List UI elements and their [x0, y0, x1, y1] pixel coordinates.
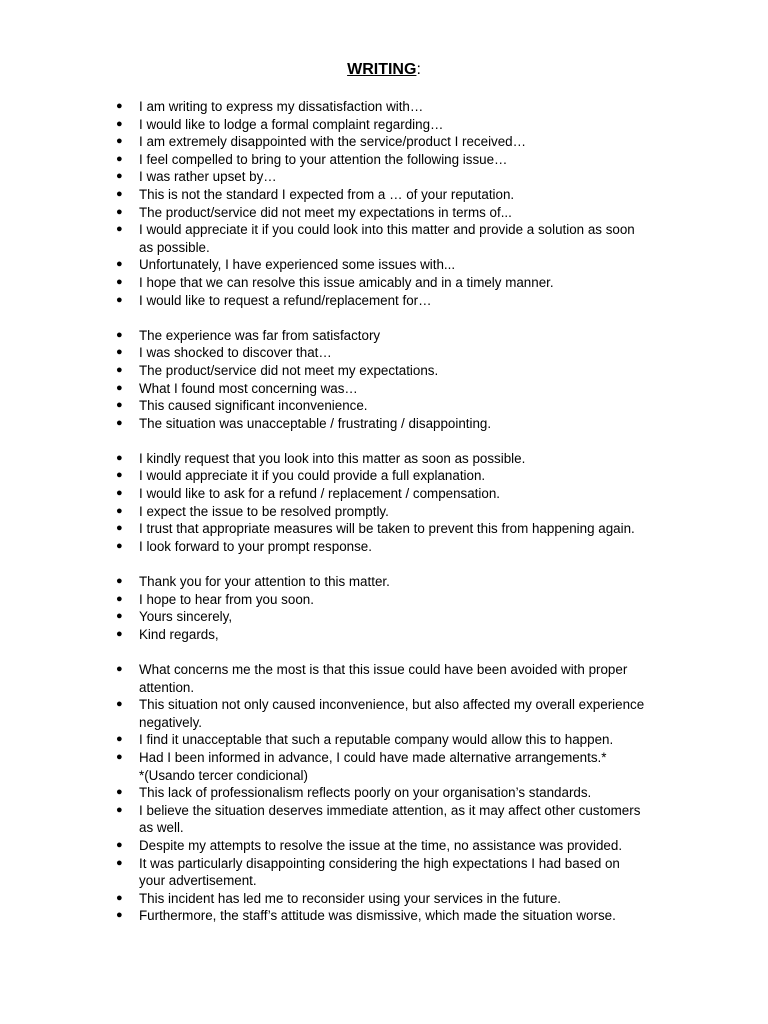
bullet-icon: ●	[116, 539, 123, 552]
list-item-text: Kind regards,	[139, 626, 219, 642]
list-item	[114, 362, 684, 380]
list-item-text: This incident has led me to reconsider using your services in the future.	[139, 890, 562, 906]
list-item-text: What concerns me the most is that this issue could have been avoided with proper attention.	[139, 662, 628, 695]
bullet-icon: ●	[116, 399, 123, 412]
bullet-icon: ●	[116, 416, 123, 429]
list-item	[114, 380, 684, 398]
list-item-text: Thank you for your attention to this matter.	[139, 574, 390, 590]
list-item-text: I find it unacceptable that such a reputable company would allow this to happen.	[139, 732, 614, 748]
bullet-icon: ●	[116, 223, 123, 236]
page-title	[0, 59, 768, 81]
list-item-text: I expect the issue to be resolved promptly.	[139, 503, 389, 519]
list-item	[114, 327, 684, 345]
bullet-icon: ●	[116, 293, 123, 306]
bullet-icon: ●	[116, 100, 123, 112]
list-item-text: This is not the standard I expected from a … of your reputation.	[139, 186, 515, 202]
list-item	[114, 608, 684, 626]
list-item	[114, 344, 684, 362]
list-item	[114, 591, 684, 609]
bullet-icon: ●	[116, 187, 123, 200]
list-item-text: I believe the situation deserves immediate attention, as it may affect other customers as well.	[139, 802, 641, 836]
list-item	[114, 168, 684, 186]
bullet-icon: ●	[116, 909, 123, 922]
list-item	[114, 204, 684, 222]
bullet-icon: ●	[116, 592, 123, 605]
phrase-list-container	[114, 98, 684, 943]
list-item	[114, 256, 684, 274]
list-item	[114, 749, 684, 784]
list-item-text: I would like to lodge a formal complaint regarding…	[139, 116, 444, 132]
bullet-icon: ●	[116, 610, 123, 623]
list-item-text: I was shocked to discover that…	[139, 345, 332, 361]
list-item	[114, 784, 684, 802]
list-item	[114, 855, 684, 890]
bullet-icon: ●	[116, 487, 123, 500]
bullet-icon: ●	[116, 838, 123, 851]
list-item	[114, 890, 684, 908]
list-item	[114, 907, 684, 925]
list-item-text: The experience was far from satisfactory	[139, 327, 381, 343]
list-item-text: I am writing to express my dissatisfaction with…	[139, 99, 424, 114]
list-item-text: Unfortunately, I have experienced some issues with...	[139, 257, 456, 273]
list-item-text: I look forward to your prompt response.	[139, 538, 372, 554]
list-item	[114, 731, 684, 749]
list-item	[114, 573, 684, 591]
bullet-icon: ●	[116, 152, 123, 165]
list-item	[114, 802, 684, 837]
list-item	[114, 274, 684, 292]
list-item-text: I hope to hear from you soon.	[139, 591, 314, 607]
bullet-icon: ●	[116, 733, 123, 746]
list-item-text: I would like to ask for a refund / replacement / compensation.	[139, 486, 500, 502]
phrase-group	[114, 98, 684, 309]
list-item	[114, 221, 684, 256]
list-item-text: This caused significant inconvenience.	[139, 398, 368, 414]
bullet-icon: ●	[116, 504, 123, 517]
list-item-text: I am extremely disappointed with the service/product I received…	[139, 134, 527, 150]
phrase-group	[114, 327, 684, 433]
list-item-text: This situation not only caused inconvenience, but also affected my overall experience negatively.	[139, 697, 645, 730]
list-item-text: I kindly request that you look into this matter as soon as possible.	[139, 450, 526, 466]
bullet-icon: ●	[116, 170, 123, 183]
bullet-icon: ●	[116, 275, 123, 288]
list-item	[114, 133, 684, 151]
list-item	[114, 98, 684, 116]
bullet-icon: ●	[116, 663, 123, 675]
list-item	[114, 397, 684, 415]
bullet-icon: ●	[116, 346, 123, 359]
phrase-group	[114, 573, 684, 643]
list-item-text: I feel compelled to bring to your attention the following issue…	[139, 151, 508, 167]
bullet-icon: ●	[116, 891, 123, 904]
list-item-text: It was particularly disappointing considering the high expectations I had based on your advertisement.	[139, 855, 620, 889]
bullet-icon: ●	[116, 328, 123, 341]
list-item-text: I would appreciate it if you could look into this matter and provide a solution as soon as possible.	[139, 222, 635, 255]
bullet-icon: ●	[116, 381, 123, 394]
bullet-icon: ●	[116, 451, 123, 464]
bullet-icon: ●	[116, 205, 123, 218]
list-item	[114, 485, 684, 503]
list-item	[114, 415, 684, 433]
list-item-text: Had I been informed in advance, I could have made alternative arrangements.* *(Usando tercer condicional)	[139, 749, 607, 783]
list-item-text: I trust that appropriate measures will be taken to prevent this from happening again.	[139, 521, 635, 537]
list-item	[114, 292, 684, 310]
list-item-text: Yours sincerely,	[139, 609, 233, 625]
bullet-icon: ●	[116, 135, 123, 148]
list-item-text: Furthermore, the staff’s attitude was dismissive, which made the situation worse.	[139, 908, 616, 924]
list-item-text: I hope that we can resolve this issue amicably and in a timely manner.	[139, 274, 554, 290]
list-item-text: The situation was unacceptable / frustrating / disappointing.	[139, 415, 492, 431]
list-item-text: I was rather upset by…	[139, 169, 277, 185]
list-item	[114, 520, 684, 538]
phrase-group	[114, 450, 684, 556]
bullet-icon: ●	[116, 575, 123, 588]
list-item	[114, 538, 684, 556]
bullet-icon: ●	[116, 522, 123, 535]
list-item-text: The product/service did not meet my expectations.	[139, 362, 439, 378]
list-item	[114, 467, 684, 485]
bullet-icon: ●	[116, 786, 123, 799]
bullet-icon: ●	[116, 627, 123, 640]
list-item-text: I would like to request a refund/replacement for…	[139, 292, 432, 308]
bullet-icon: ●	[116, 469, 123, 482]
list-item	[114, 837, 684, 855]
bullet-icon: ●	[116, 750, 123, 763]
list-item	[114, 186, 684, 204]
list-item-text: The product/service did not meet my expectations in terms of...	[139, 204, 512, 220]
list-item	[114, 626, 684, 644]
bullet-icon: ●	[116, 698, 123, 711]
list-item	[114, 661, 684, 696]
list-item	[114, 116, 684, 134]
list-item-text: Despite my attempts to resolve the issue at the time, no assistance was provided.	[139, 837, 623, 853]
list-item-text: I would appreciate it if you could provide a full explanation.	[139, 468, 486, 484]
page-title-colon: :	[416, 61, 421, 78]
bullet-icon: ●	[116, 856, 123, 869]
list-item-text: This lack of professionalism reflects poorly on your organisation’s standards.	[139, 785, 592, 801]
list-item	[114, 696, 684, 731]
list-item	[114, 503, 684, 521]
bullet-icon: ●	[116, 803, 123, 816]
list-item	[114, 450, 684, 468]
list-item	[114, 151, 684, 169]
bullet-icon: ●	[116, 363, 123, 376]
page-title-text: WRITING	[347, 61, 417, 78]
list-item-text: What I found most concerning was…	[139, 380, 358, 396]
bullet-icon: ●	[116, 258, 123, 271]
phrase-group	[114, 661, 684, 925]
bullet-icon: ●	[116, 117, 123, 130]
